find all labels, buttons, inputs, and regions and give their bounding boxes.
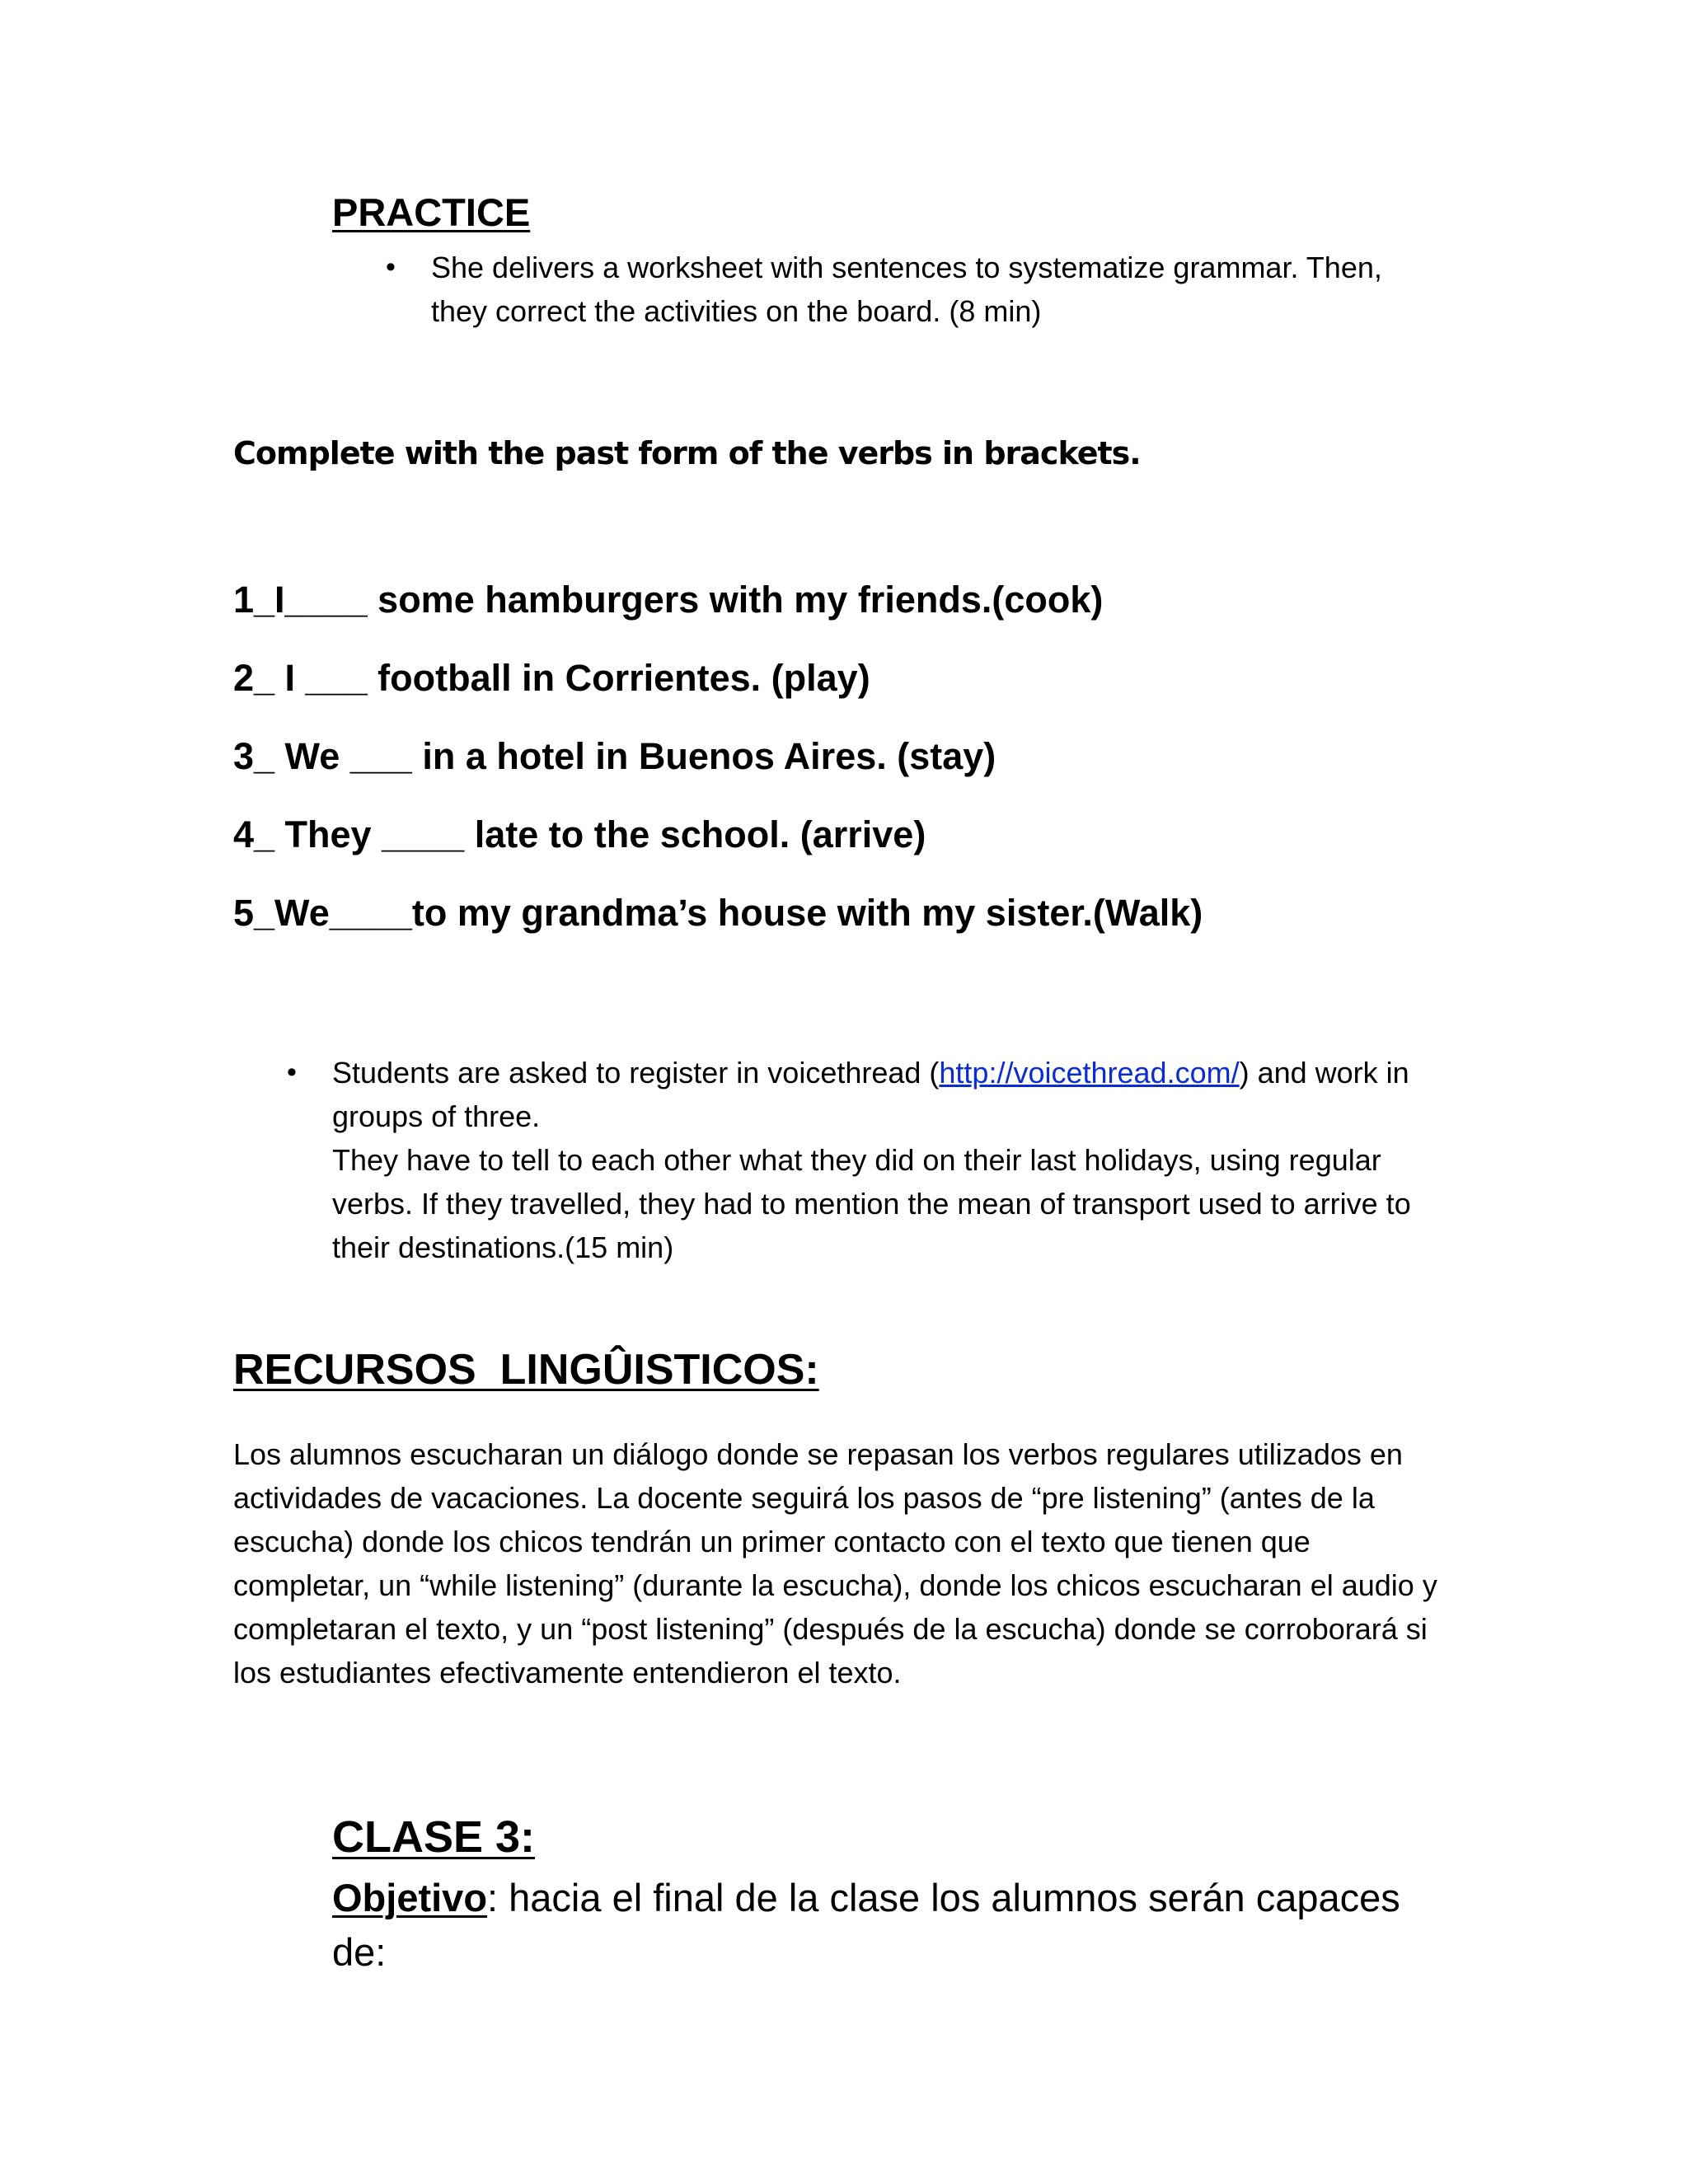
objetivo-line [332,1871,1437,1980]
exercise-item: 2_ I ___ football in Corrientes. (play) [233,657,870,699]
exercise-item: 5_We____to my grandma’s house with my sister.(Walk) [233,892,1203,934]
voicethread-link[interactable]: http://voicethread.com/ [939,1056,1240,1090]
voicethread-text-before-link: Students are asked to register in voicethread ( [332,1056,940,1090]
list-item [287,1051,1453,1269]
voicethread-bullet-list [287,1051,1453,1269]
exercise-instruction: Complete with the past form of the verbs in brackets. [233,435,1141,471]
voicethread-first-line [332,1051,1453,1138]
voicethread-text-after-link: ) and work in groups of three. [332,1056,1409,1133]
list-item [386,246,1420,333]
practice-bullet-list [386,246,1420,333]
practice-heading: PRACTICE [332,190,531,234]
exercise-item: 4_ They ____ late to the school. (arrive) [233,813,926,855]
voicethread-second-paragraph: They have to tell to each other what they did on their last holidays, using regular verbs. If they travelled, they had to mention the mean of transport used to arrive to their destinations.(15 min) [332,1143,1411,1264]
recursos-paragraph: Los alumnos escucharan un diálogo donde se repasan los verbos regulares utilizados en actividades de vacaciones. La docente seguirá los pasos de “pre listening” (antes de la escucha) donde los chicos tendrán un primer contacto con el texto que tienen que completar, un “while listening” (durante la escucha), donde los chicos escucharan el audio y completaran el texto, y un “post listening” (después de la escucha) donde se corroborará si los estudiantes efectivamente entendieron el texto. [233,1437,1437,1690]
exercise-item: 1_I____ some hamburgers with my friends.(cook) [233,579,1104,621]
practice-bullet-text: She delivers a worksheet with sentences to systematize grammar. Then, they correct the activities on the board. (8 min) [431,251,1382,328]
objetivo-label: Objetivo [332,1876,488,1919]
recursos-heading: RECURSOS LINGÛISTICOS: [233,1346,819,1394]
clase3-heading: CLASE 3: [332,1812,536,1862]
bullet-dot-icon: • [386,251,396,283]
objetivo-text: : hacia el final de la clase los alumnos serán capaces de: [332,1876,1400,1974]
bullet-dot-icon: • [287,1057,297,1088]
exercise-item: 3_ We ___ in a hotel in Buenos Aires. (stay) [233,735,996,777]
